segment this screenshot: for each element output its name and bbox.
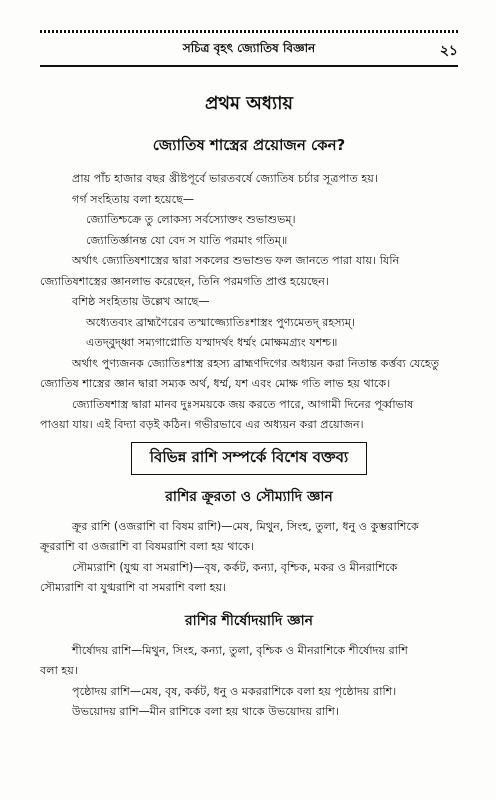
paragraph-line: সৌম্যরাশি বা যুগ্মরাশি বা সমরাশি বলা হয়। bbox=[40, 581, 227, 594]
paragraph-line: পৃষ্ঠোদয় রাশি—মেষ, বৃষ, কর্কট, ধনু ও মকররাশিকে বলা হয় পৃষ্ঠোদয় রাশি। bbox=[72, 684, 397, 698]
header-rule bbox=[40, 65, 458, 67]
page-header bbox=[40, 39, 458, 61]
paragraph-line: অর্থাৎ পুণ্যজনক জ্যোতিঃশাস্ত্র রহস্য ব্রাহ্মণদিগের অধ্যয়ন করা নিতান্ত কর্ত্তব্য যেহেতু bbox=[72, 356, 440, 370]
paragraph-line: শীর্ষোদয় রাশি—মিথুন, সিংহ, কন্যা, তুলা, বৃশ্চিক ও মীনরাশিকে শীর্ষোদয় রাশি bbox=[72, 643, 408, 657]
paragraph-line: সৌম্যরাশি (যুগ্ম বা সমরাশি)—বৃষ, কর্কট, কন্যা, বৃশ্চিক, মকর ও মীনরাশিকে bbox=[72, 560, 398, 574]
paragraph-line: জ্যোতিষ শাস্ত্রের জ্ঞান দ্বারা সম্যক অর্থ, ধর্ম্ম, যশ এবং মোক্ষ গতি লাভ হয় থাকে। bbox=[40, 377, 391, 390]
paragraph-line: বলা হয়। bbox=[40, 664, 78, 677]
verse-line: জ্যোতির্জ্ঞানন্ত যো বেদ স যাতি পরমাং গতিম্॥ bbox=[86, 233, 288, 247]
verse-line: অধ্যেতব্যং ব্রাহ্মণৈরেব তস্মাজ্জ্যোতিঃশাস্ত্রং পুণ্যমেতদ্ রহস্যম্। bbox=[86, 315, 356, 329]
subheading-cruelty: রাশির ক্রূরতা ও সৌম্যাদি জ্ঞান bbox=[165, 488, 333, 505]
verse-line: এতদ্‌বুদ্ধ্বা সম্যগাপ্নোতি যস্মাদর্থং ধর্ম্মং মোক্ষমগ্র্যং যশশ্চ॥ bbox=[86, 336, 338, 349]
chapter-title: প্রথম অধ্যায় bbox=[204, 93, 294, 114]
running-head: সচিত্র বৃহৎ জ্যোতিষ বিজ্ঞান bbox=[182, 41, 316, 55]
paragraph-line: জ্যোতিষশাস্ত্রের জ্ঞানলাভ করেছেন, তিনি পরমগতি প্রাপ্ত হয়েছেন। bbox=[40, 274, 329, 288]
paragraph-line: অর্থাৎ জ্যোতিষশাস্ত্রের দ্বারা সকলের শুভাশুভ ফল জানতে পারা যায়। যিনি bbox=[72, 254, 400, 267]
page-number: ২১ bbox=[439, 43, 458, 59]
verse-line: জ্যোতিশ্চক্রে তু লোকস্য সর্বস্যোক্তং শুভাশুভম্। bbox=[86, 213, 296, 226]
paragraph-line: বশিষ্ঠ সংহিতায় উল্লেখ আছে— bbox=[72, 295, 210, 308]
paragraph-line: উভয়োদয় রাশি—মীন রাশিকে বলা হয় থাকে উভয়োদয় রাশি। bbox=[72, 705, 339, 718]
top-dotted-rule bbox=[40, 30, 458, 33]
paragraph-line: প্রায় পাঁচ হাজার বছর খ্রীষ্টপূর্বে ভারতবর্ষে জ্যোতিষ চর্চার সূত্রপাত হয়। bbox=[72, 172, 378, 185]
paragraph-line: গর্গ সংহিতায় বলা হয়েছে— bbox=[72, 192, 195, 206]
paragraph-line: পাওয়া যায়। এই বিদ্যা বড়ই কঠিন। গভীরভাবে এর অধ্যয়ন করা প্রয়োজন। bbox=[40, 418, 364, 431]
paragraph-line: ক্রূররাশি বা ওজরাশি বা বিষমরাশি বলা হয় থাকে। bbox=[40, 540, 255, 553]
section-heading-need: জ্যোতিষ শাস্ত্রের প্রয়োজন কেন? bbox=[152, 136, 346, 154]
subheading-rising: রাশির শীর্ষোদয়াদি জ্ঞান bbox=[184, 612, 314, 629]
paragraph-line: ক্রূর রাশি (ওজরাশি বা বিষম রাশি)—মেষ, মিথুন, সিংহ, তুলা, ধনু ও কুম্ভরাশিকে bbox=[72, 519, 419, 533]
paragraph-line: জ্যোতিষশাস্ত্র দ্বারা মানব দুঃসময়কে জয় করতে পারে, আগামী দিনের পূর্ব্বাভাষ bbox=[72, 397, 414, 411]
section-heading-banner: বিভিন্ন রাশি সম্পর্কে বিশেষ বক্তব্য bbox=[131, 442, 368, 475]
